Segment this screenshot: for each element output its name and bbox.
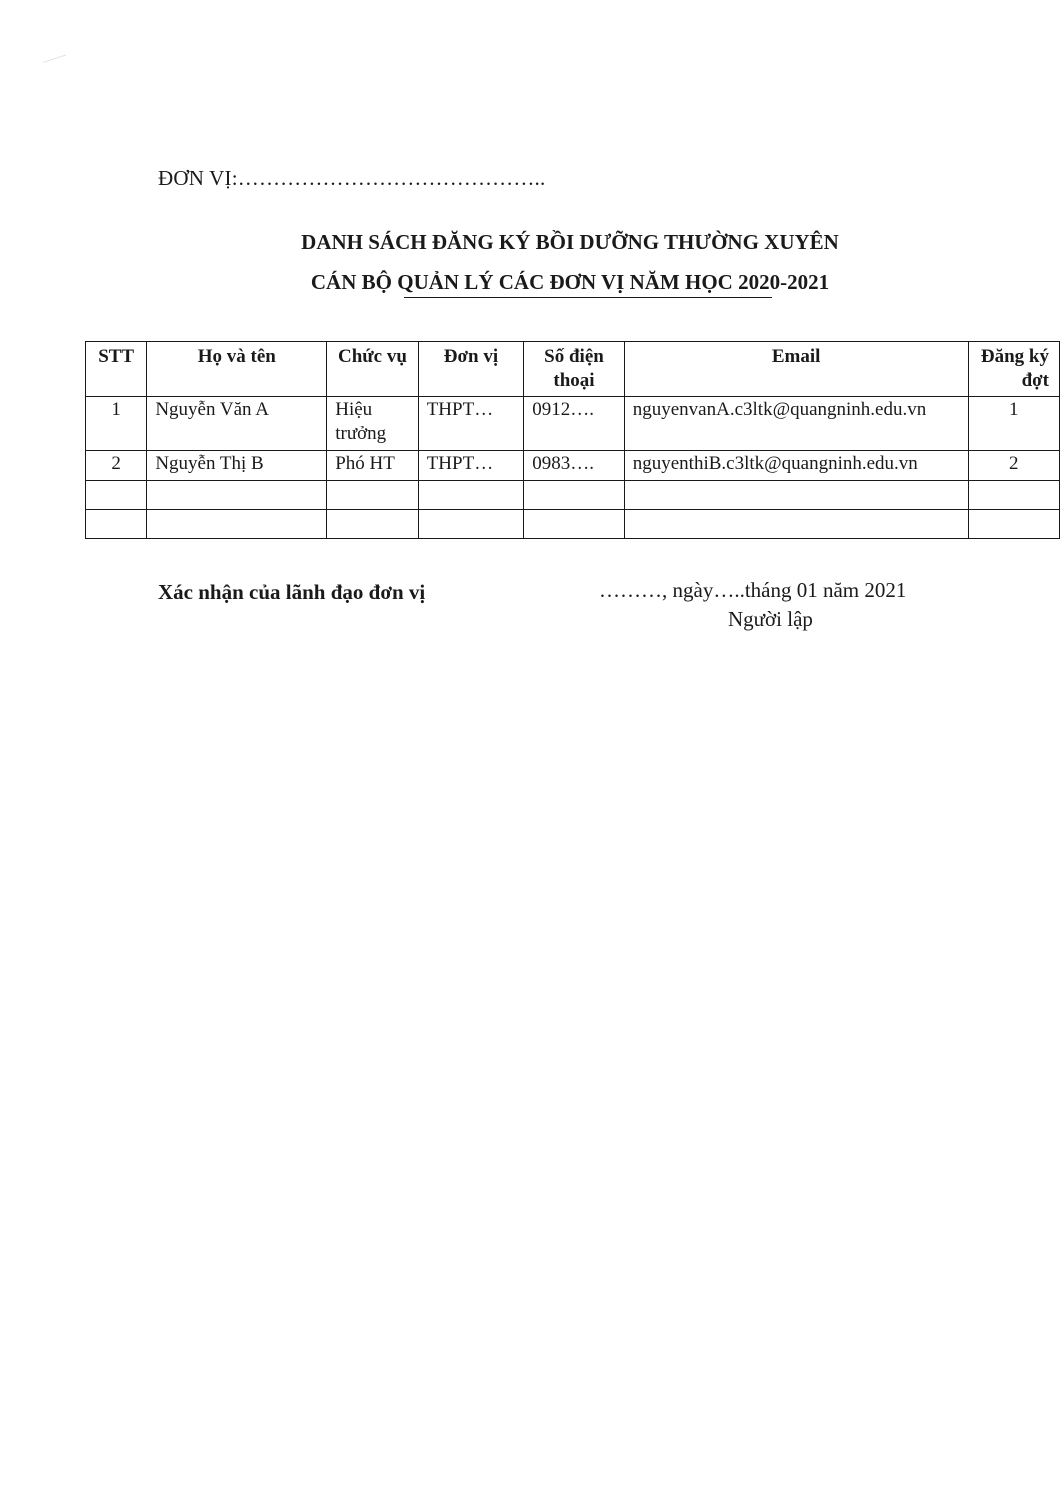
cell-empty — [147, 510, 327, 539]
cell-empty — [327, 510, 418, 539]
date-line: ………, ngày…..tháng 01 năm 2021 — [599, 578, 907, 602]
cell-unit: THPT… — [418, 451, 524, 481]
cell-empty — [624, 481, 968, 510]
cell-empty — [524, 510, 625, 539]
cell-stt: 2 — [86, 451, 147, 481]
leader-confirmation-label: Xác nhận của lãnh đạo đơn vị — [158, 580, 426, 604]
cell-unit: THPT… — [418, 397, 524, 451]
scan-speck — [43, 55, 69, 73]
table-row-empty — [86, 510, 1060, 539]
table-row — [86, 451, 1060, 481]
cell-name: Nguyễn Thị B — [147, 451, 327, 481]
cell-email: nguyenthiB.c3ltk@quangninh.edu.vn — [624, 451, 968, 481]
cell-empty — [86, 510, 147, 539]
cell-email: nguyenvanA.c3ltk@quangninh.edu.vn — [624, 397, 968, 451]
header-round: Đăng ký đợt — [968, 342, 1060, 397]
cell-empty — [968, 510, 1060, 539]
cell-empty — [524, 481, 625, 510]
cell-empty — [624, 510, 968, 539]
table-header-row — [86, 342, 1060, 397]
cell-stt: 1 — [86, 397, 147, 451]
cell-phone: 0983…. — [524, 451, 625, 481]
registration-table — [85, 341, 1060, 539]
document-title-line2: CÁN BỘ QUẢN LÝ CÁC ĐƠN VỊ NĂM HỌC 2020-2021 — [310, 270, 830, 294]
header-unit: Đơn vị — [418, 342, 524, 397]
cell-round: 1 — [968, 397, 1060, 451]
header-phone: Số điện thoại — [524, 342, 625, 397]
cell-empty — [418, 510, 524, 539]
cell-phone: 0912…. — [524, 397, 625, 451]
cell-role: Hiệu trưởng — [327, 397, 418, 451]
maker-label: Người lập — [728, 607, 813, 631]
title-underline — [404, 297, 772, 298]
cell-empty — [147, 481, 327, 510]
table-row — [86, 397, 1060, 451]
cell-empty — [418, 481, 524, 510]
unit-line: ĐƠN VỊ:…………………………………….. — [158, 166, 546, 190]
document-title-line1: DANH SÁCH ĐĂNG KÝ BỒI DƯỠNG THƯỜNG XUYÊN — [301, 230, 839, 254]
cell-name: Nguyễn Văn A — [147, 397, 327, 451]
header-name: Họ và tên — [147, 342, 327, 397]
header-email: Email — [624, 342, 968, 397]
cell-round: 2 — [968, 451, 1060, 481]
table-row-empty — [86, 481, 1060, 510]
cell-empty — [86, 481, 147, 510]
cell-empty — [968, 481, 1060, 510]
header-stt: STT — [86, 342, 147, 397]
header-role: Chức vụ — [327, 342, 418, 397]
cell-role: Phó HT — [327, 451, 418, 481]
cell-empty — [327, 481, 418, 510]
